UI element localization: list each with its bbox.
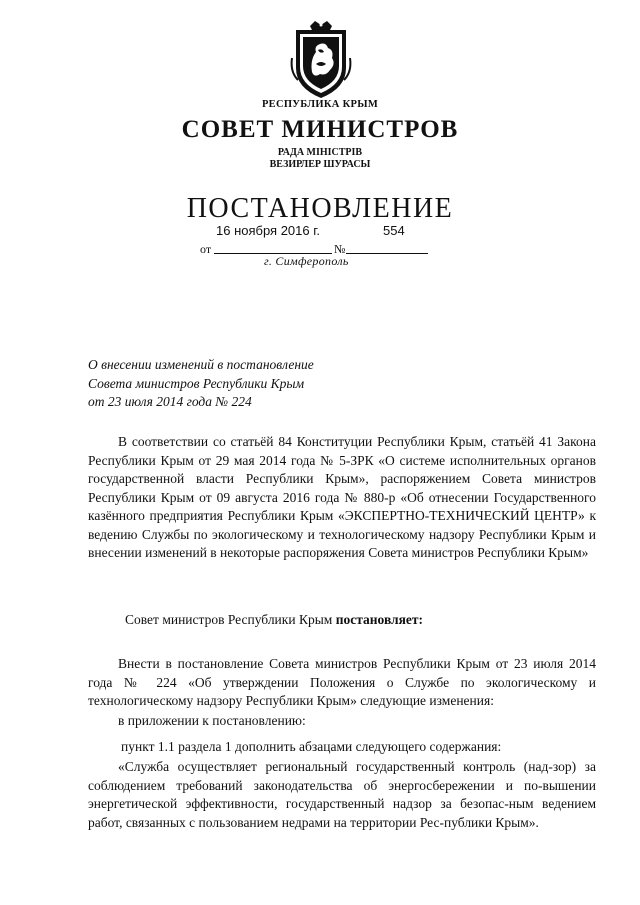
annex-paragraph: в приложении к постановлению: bbox=[118, 713, 306, 728]
date-number-line bbox=[200, 238, 440, 254]
amendment-paragraph: Внести в постановление Совета министров Республики Крым от 23 июля 2014 года № 224 «Об утверждении Положения о Службе по экологическому и технологическому надзору Республики Крым» следующие изменения: bbox=[88, 656, 596, 708]
resolves-paragraph bbox=[88, 611, 596, 630]
document-type-heading: ПОСТАНОВЛЕНИЕ bbox=[186, 193, 454, 224]
city-label: г. Симферополь bbox=[264, 254, 349, 268]
shurasy-label: ВЕЗИРЛЕР ШУРАСЫ bbox=[269, 159, 371, 170]
republic-heading: РЕСПУБЛИКА КРЫМ bbox=[261, 99, 379, 110]
rada-label: РАДА МІНІСТРІВ bbox=[277, 147, 363, 158]
title-line: от 23 июля 2014 года № 224 bbox=[88, 394, 252, 409]
document-date: 16 ноября 2016 г. bbox=[216, 223, 320, 238]
coat-of-arms-emblem bbox=[290, 20, 352, 100]
clause-paragraph: пункт 1.1 раздела 1 дополнить абзацами следующего содержания: bbox=[121, 739, 502, 754]
quoted-text-paragraph: «Служба осуществляет региональный государственный контроль (над-зор) за соблюдением требований законодательства об энергосбережении и по-вышении энергетической эффективности, государственный надзор за безопас-ным ведением работ, связанных с пользованием недрами на территории Рес-публики Крым». bbox=[88, 759, 596, 830]
from-label: от bbox=[200, 242, 212, 256]
title-line: Совета министров Республики Крым bbox=[88, 375, 305, 391]
resolves-prefix: Совет министров Республики Крым bbox=[125, 612, 336, 627]
number-underline bbox=[346, 253, 428, 254]
preamble-paragraph: В соответствии со статьёй 84 Конституции Республики Крым, статьёй 41 Закона Республики Крым от 29 мая 2014 года № 5-ЗРК «О системе исполнительных органов государственной власти Республики Крым», распоряжением Совета министров Республики Крым от 09 августа 2016 года № 880-р «Об отнесении Государственного казённого предприятия Республики Крым «ЭКСПЕРТНО-ТЕХНИЧЕСКИЙ ЦЕНТР» к ведению Службы по экологическому и технологическому надзору Республики Крым и внесении изменений в некоторые распоряжения Совета министров Республики Крым» bbox=[88, 434, 596, 560]
number-label: № bbox=[334, 242, 346, 256]
document-number: 554 bbox=[383, 223, 405, 238]
resolves-keyword: постановляет: bbox=[335, 612, 424, 627]
council-heading-translations bbox=[0, 147, 640, 171]
title-line: О внесении изменений в постановление bbox=[88, 357, 314, 372]
document-title bbox=[88, 356, 314, 412]
council-heading: СОВЕТ МИНИСТРОВ bbox=[181, 116, 459, 143]
